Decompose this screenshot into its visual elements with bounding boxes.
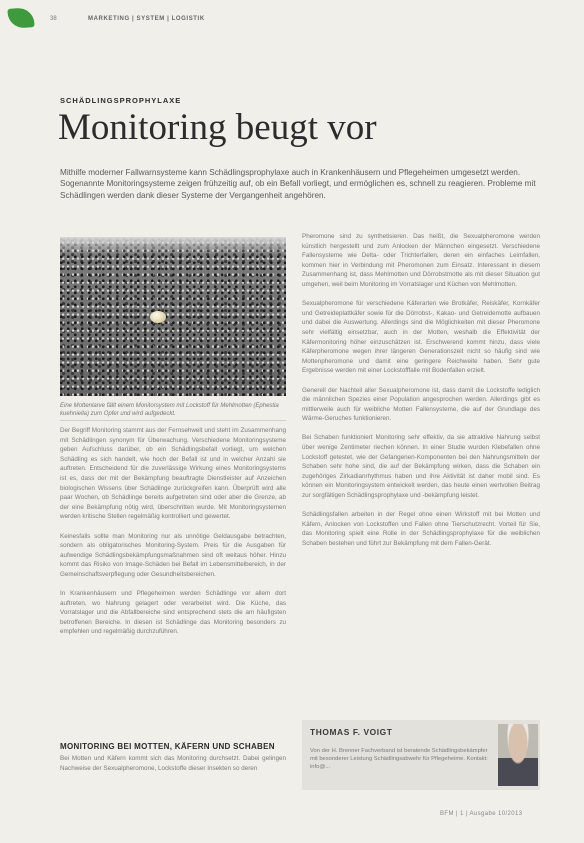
caption-divider <box>60 420 286 421</box>
larva-cocoon-image <box>150 311 166 323</box>
gravel-photo <box>60 237 286 396</box>
author-portrait <box>498 724 538 786</box>
photo-background-blur <box>60 237 286 255</box>
body-column-left-continued: Bei Motten und Käfern kommt sich das Monitoring durchsetzt. Dabei gelingen Nachweise der Sexualpheromone, Lockstoffe dieser Insekten so deren <box>60 755 286 772</box>
leaf-logo-icon <box>7 7 34 29</box>
section-header: MARKETING | SYSTEM | LOGISTIK <box>88 16 205 22</box>
author-name: THOMAS F. VOIGT <box>310 727 393 737</box>
article-kicker: SCHÄDLINGSPROPHYLAXE <box>60 96 182 105</box>
author-bio: Von der H. Brenner Fachverband ist beratende Schädlingsbekämpfer mit besonderer Leistung Schädlingsabwehr für Pflegeheime. Kontakt: info@... <box>310 748 488 770</box>
article-lead: Mithilfe moderner Fallwarnsysteme kann Schädlingsprophylaxe auch in Krankenhäusern und Pflegeheimen umgesetzt werden. Sogenannte Monitoringsysteme zeigen frühzeitig auf, ob ein Befall vorliegt, und ermöglichen es, schnell zu reagieren. Probleme mit Schädlingen werden dank dieser Systeme der Vergangenheit angehören. <box>60 168 536 200</box>
article-title: Monitoring beugt vor <box>58 107 377 148</box>
body-column-right: Pheromone sind zu synthetisieren. Das heißt, die Sexualpheromone werden künstlich hergestellt und zum Anlocken der Männchen eingesetzt. Verschiedene Fallensysteme wie Delta- oder Trichterfallen, deren ein einfaches Leimfallen, kommen hier in Verbindung mit Pheromonen zum Einsatz. Interessant in diesem Zusammenhang ist, dass Mehlmotten und Dörrobstmotte als mit dieser Situation gut umgehen, weil beim Monitoring im Vorratslager und Küchen von Mehlmotten. Sexualpheromone für verschiedene Käferarten wie Brotkäfer, Reiskäfer, Kornkäfer und Getreideplattkäfer sowie für die Dörrobst-, Kakao- und Getreidemotte aufbauen und dabei die Auswertung. Allerdings sind die Möglichkeiten mit dieser Pheromone sehr vielfältig einsetzbar, auch in der Motten, weshalb die Effektivität der Käfermonitoring höher einzuschätzen ist. Erschwerend kommt hinzu, dass viele Käferpheromone wegen ihrer längeren Generationszeit nicht so häufig sind wie Mottenpheromone und damit eine geringere Reichweite haben. Sehr gute Ergebnisse werden mit einer Lockstofffalle mit Bodenfallen erzielt. Generell der Nachteil aller Sexualpheromone ist, dass damit die Lockstoffe lediglich die männlichen Spezies einer Population angesprochen werden. Allerdings gibt es mittlerweile auch für weibliche Motten Fallensysteme, die auf der Grundlage des Wärme-Geruches funktionieren. Bei Schaben funktioniert Monitoring sehr effektiv, da sie attraktive Nahrung selbst über wenige Zentimeter riechen können. In einer Studie wurden Klebefallen ohne Lockstoff getestet, wie der Gefangenen-Komponenten bei den Nahrungsmitteln der Schaben sehr hohe sind, die auf der Bekämpfung wirken, dass die Schaben ein zugehöriges Zirkadianrhythmus haben und ihre Aktivität ist daher mobil sind. Es können ein Monitoringsystem entwickelt werden, das heute einen wertvollen Beitrag zur sorgfältigen Schädlingsprophylaxe und -bekämpfung leistet. Schädlingsfallen arbeiten in der Regel ohne einen Wirkstoff mit bei Motten und Käfern, Anlocken von Lockstoffen und Fallen ohne Tierschutzrecht. Vorteil für Sie, das Monitoring spielt eine Rolle in der Schädlingsprophylaxe für die weiblichen Schaben bestehen und führt zur Bekämpfung mit dem Fallen-Gerät. <box>302 233 540 547</box>
body-column-left: Der Begriff Monitoring stammt aus der Fernsehwelt und steht im Zusammenhang mit Schädlingen synonym für Überwachung. Verschiedene Monitoringsysteme geben Aufschluss darüber, ob ein Schädlingsbefall vorliegt, um welchen Schädling es sich handelt, wie hoch der Befall ist und in welcher Anzahl sie auftreten. Entscheidend für die zuverlässige Wirkung eines Monitoringsystems ist es, dass der mit der Bekämpfung beauftragte Dienstleister auf Anzeichen biologischen Wissens über Schädlinge zurückgreifen kann. Überprüft wird alle paar Wochen, ob Schädlinge bereits aufgetreten sind oder aber die Grenze, ab der eine Bekämpfung nötig wird, überschritten wurde. Mit Monitoringsystemen werden kritische Stellen regelmäßig kontrolliert und gewertet. Keinesfalls sollte man Monitoring nur als unnötige Geldausgabe betrachten, sondern als obligatorisches Monitoring-System. Preis für die Ausgaben für aufwendige Schädlingsbekämpfungsmaßnahmen sind oft weitaus höher. Hinzu kommt das Risiko von Image-Schäden bei Befall im Lebensmittelbereich, in der Gemeinschaftsverpflegung oder Gesundheitsbereichen. In Krankenhäusern und Pflegeheimen werden Schädlinge vor allem dort auftreten, wo Nahrung gelagert oder verarbeitet wird. Die Küche, das Vorratslager und die Abfallbereiche sind entsprechend stets die am häufigsten betroffenen Bereiche. In diesen ist Schädlinge das Monitoring besonders zu empfehlen und regelmäßig durchzuführen. <box>60 427 286 636</box>
page-footer: BFM | 1 | Ausgabe 10/2013 <box>440 811 523 817</box>
photo-caption: Eine Mottenlarve fällt einem Monitorsystem mit Lockstoff für Mehlmotten (Ephestia kuehniella) zum Opfer und wird aufgedeckt. <box>60 403 279 418</box>
section-subheading: MONITORING BEI MOTTEN, KÄFERN UND SCHABEN <box>60 742 275 751</box>
page-number: 38 <box>50 16 57 22</box>
